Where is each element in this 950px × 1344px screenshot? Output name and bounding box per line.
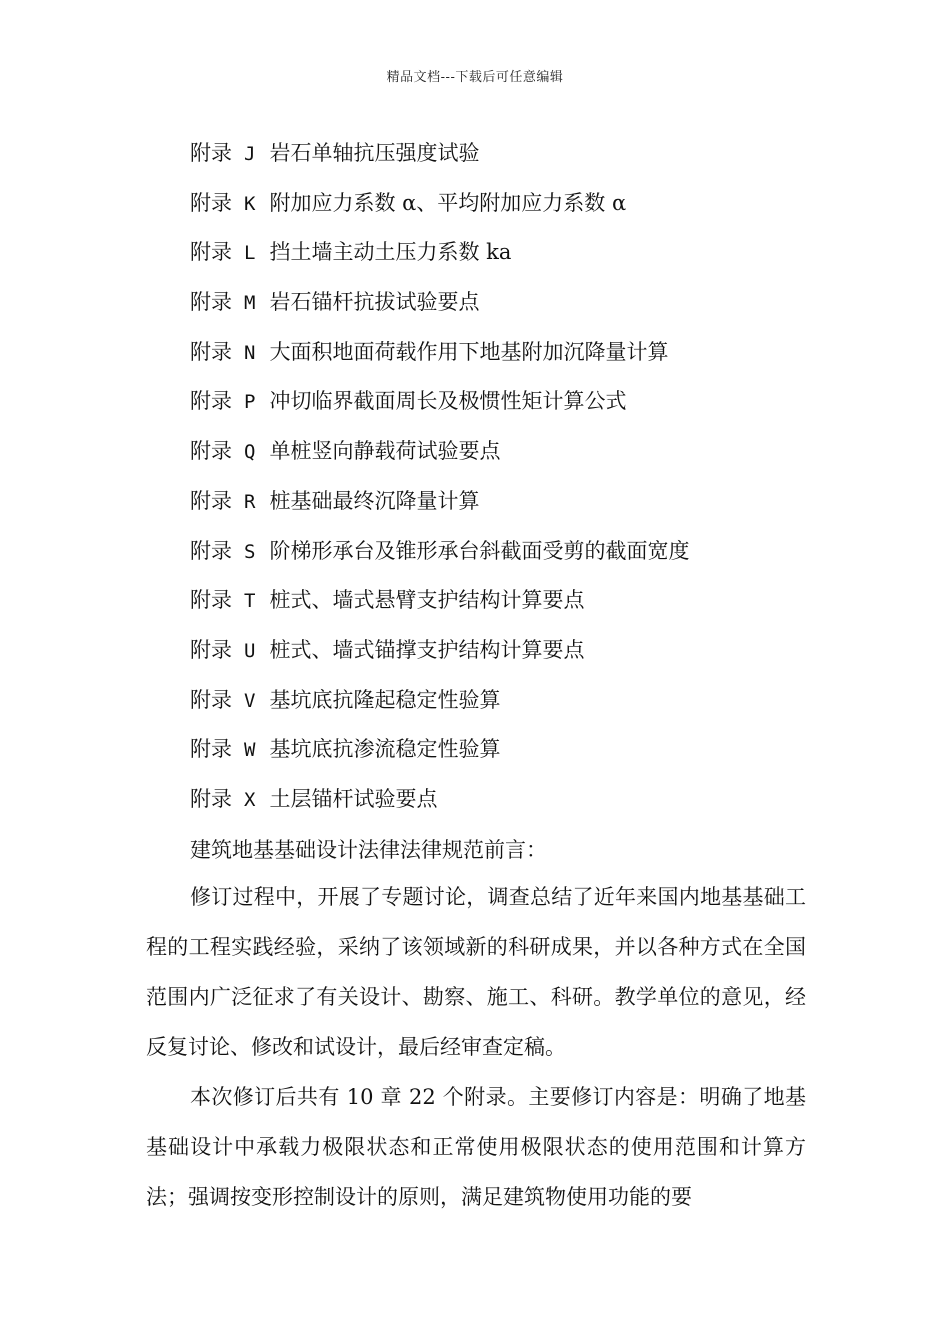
appendix-title: 桩式、墙式锚撑支护结构计算要点	[269, 637, 585, 662]
appendix-title: 基坑底抗渗流稳定性验算	[269, 737, 501, 762]
appendix-item-l	[190, 232, 830, 282]
appendix-prefix: 附录	[190, 141, 232, 165]
appendix-letter: W	[244, 739, 256, 762]
page-header: 精品文档---下载后可任意编辑	[386, 70, 564, 85]
appendix-item-p	[190, 381, 830, 431]
appendix-title: 土层锚杆试验要点	[269, 786, 438, 811]
appendix-letter: T	[244, 590, 256, 613]
appendix-title: 大面积地面荷载作用下地基附加沉降量计算	[269, 339, 669, 364]
appendix-item-m	[190, 282, 830, 332]
appendix-title: 单桩竖向静载荷试验要点	[269, 439, 501, 464]
appendix-list	[190, 133, 830, 829]
appendix-prefix: 附录	[190, 439, 232, 464]
appendix-letter: S	[244, 540, 256, 563]
appendix-letter: N	[244, 341, 256, 364]
appendix-prefix: 附录	[190, 588, 232, 613]
appendix-prefix: 附录	[190, 538, 232, 563]
appendix-prefix: 附录	[190, 290, 232, 315]
appendix-prefix: 附录	[190, 737, 232, 762]
appendix-item-t	[190, 580, 830, 630]
appendix-item-r	[190, 481, 830, 531]
appendix-letter: M	[244, 292, 256, 315]
appendix-title: 附加应力系数 α、平均附加应力系数 α	[269, 190, 627, 215]
appendix-item-n	[190, 332, 830, 382]
appendix-letter: X	[244, 788, 256, 811]
appendix-prefix: 附录	[190, 637, 232, 662]
appendix-item-q	[190, 431, 830, 481]
preface-heading: 建筑地基基础设计法律法律规范前言：	[190, 838, 547, 862]
appendix-prefix: 附录	[190, 240, 232, 265]
appendix-title: 桩基础最终沉降量计算	[269, 488, 480, 513]
appendix-prefix: 附录	[190, 389, 232, 414]
appendix-letter: L	[244, 242, 256, 265]
appendix-letter: P	[244, 391, 256, 414]
preface-paragraph: 本次修订后共有 10 章 22 个附录。主要修订内容是：明确了地基基础设计中承载力极限状态和正常使用极限状态的使用范围和计算方法；强调按变形控制设计的原则，满足建筑物使用功能的要	[146, 1085, 806, 1209]
appendix-title: 挡土墙主动土压力系数 ka	[269, 240, 512, 265]
appendix-letter: R	[244, 490, 256, 513]
appendix-item-k	[190, 183, 830, 233]
appendix-letter: K	[244, 192, 256, 215]
appendix-item-j	[190, 133, 830, 183]
appendix-letter: Q	[244, 441, 256, 464]
appendix-title: 桩式、墙式悬臂支护结构计算要点	[269, 588, 585, 613]
appendix-title: 冲切临界截面周长及极惯性矩计算公式	[269, 389, 627, 414]
appendix-title: 基坑底抗隆起稳定性验算	[269, 687, 501, 712]
appendix-prefix: 附录	[190, 190, 232, 215]
appendix-prefix: 附录	[190, 488, 232, 513]
appendix-prefix: 附录	[190, 687, 232, 712]
appendix-letter: J	[244, 143, 256, 165]
appendix-title: 阶梯形承台及锥形承台斜截面受剪的截面宽度	[269, 538, 690, 563]
appendix-letter: U	[244, 639, 256, 662]
appendix-item-u	[190, 630, 830, 680]
appendix-item-w	[190, 729, 830, 779]
appendix-title: 岩石锚杆抗拔试验要点	[269, 290, 480, 315]
appendix-prefix: 附录	[190, 339, 232, 364]
appendix-title: 岩石单轴抗压强度试验	[269, 141, 480, 165]
appendix-item-v	[190, 680, 830, 730]
appendix-item-s	[190, 531, 830, 581]
appendix-prefix: 附录	[190, 786, 232, 811]
appendix-letter: V	[244, 689, 256, 712]
appendix-item-x	[190, 779, 830, 829]
preface-paragraph: 修订过程中，开展了专题讨论，调查总结了近年来国内地基基础工程的工程实践经验，采纳了该领域新的科研成果，并以各种方式在全国范围内广泛征求了有关设计、勘察、施工、科研。教学单位的意见，经反复讨论、修改和试设计，最后经审查定稿。	[146, 885, 806, 1059]
